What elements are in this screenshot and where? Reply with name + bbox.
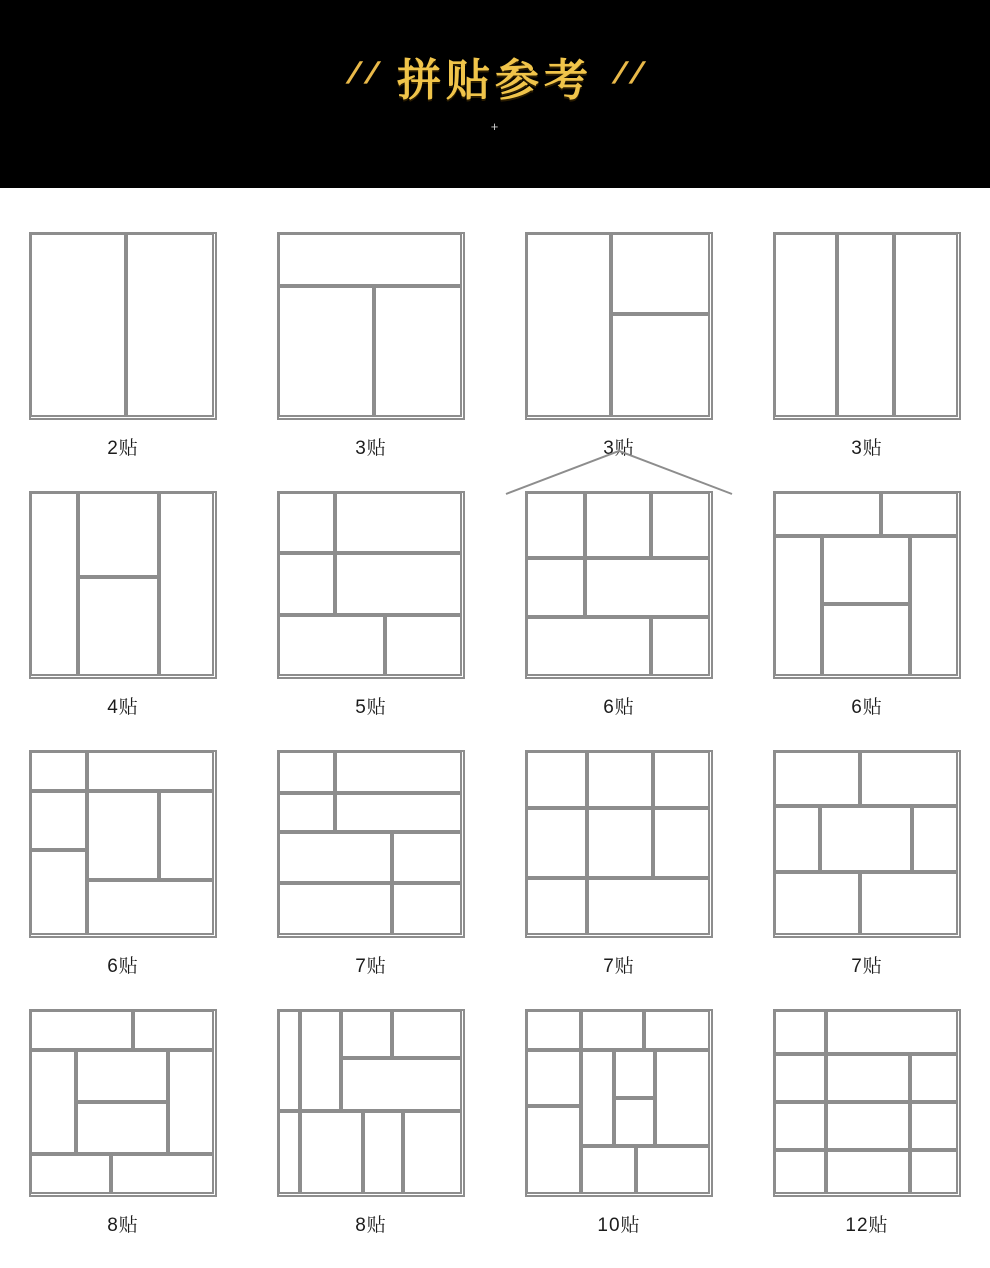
pattern-tile xyxy=(335,492,462,553)
pattern-card xyxy=(247,750,495,978)
pattern-tile xyxy=(636,1146,710,1194)
pattern-tile xyxy=(30,791,87,850)
pattern-tile xyxy=(87,791,159,879)
pattern-caption: 4贴 xyxy=(107,697,139,718)
header-subtitle: + xyxy=(490,119,500,134)
roof-icon xyxy=(504,448,734,494)
pattern-tile xyxy=(392,883,462,935)
pattern-frame xyxy=(773,232,961,420)
pattern-tile xyxy=(403,1111,462,1194)
pattern-frame xyxy=(525,491,713,679)
pattern-tile xyxy=(651,492,710,558)
pattern-tile xyxy=(278,751,335,793)
pattern-frame xyxy=(29,1009,217,1197)
pattern-tile xyxy=(581,1146,636,1194)
pattern-caption: 12贴 xyxy=(845,1215,889,1236)
pattern-frame xyxy=(525,232,713,420)
pattern-tile xyxy=(653,808,710,878)
pattern-tile xyxy=(278,1111,300,1194)
pattern-caption: 6贴 xyxy=(107,956,139,977)
pattern-tile xyxy=(910,536,958,676)
pattern-outline xyxy=(29,750,217,938)
pattern-card xyxy=(0,750,247,978)
pattern-tile xyxy=(585,558,710,617)
pattern-tile xyxy=(822,536,910,604)
pattern-tile xyxy=(587,808,653,878)
pattern-tile xyxy=(774,1054,826,1102)
pattern-tile xyxy=(655,1050,710,1146)
pattern-tile xyxy=(341,1058,462,1111)
pattern-card xyxy=(247,1009,495,1237)
pattern-tile xyxy=(30,1154,111,1194)
pattern-tile xyxy=(826,1102,911,1150)
pattern-tile xyxy=(76,1102,168,1154)
pattern-tile xyxy=(78,492,159,577)
page-header xyxy=(0,0,990,188)
pattern-tile xyxy=(614,1050,654,1098)
pattern-tile xyxy=(910,1054,958,1102)
pattern-tile xyxy=(300,1111,363,1194)
page-title: 拼贴参考 xyxy=(397,56,593,105)
pattern-tile xyxy=(78,577,159,676)
pattern-outline xyxy=(773,750,961,938)
pattern-tile xyxy=(392,1010,462,1058)
pattern-tile xyxy=(278,883,392,935)
pattern-tile xyxy=(774,751,860,806)
pattern-caption: 3贴 xyxy=(603,438,635,459)
pattern-card xyxy=(0,1009,247,1237)
pattern-tile xyxy=(774,806,820,872)
pattern-tile xyxy=(526,617,651,676)
pattern-caption: 2贴 xyxy=(107,438,139,459)
pattern-outline xyxy=(277,232,465,420)
pattern-outline xyxy=(773,491,961,679)
pattern-tile xyxy=(30,233,126,417)
pattern-caption: 10贴 xyxy=(597,1215,641,1236)
pattern-tile xyxy=(820,806,912,872)
pattern-frame xyxy=(773,750,961,938)
pattern-outline xyxy=(525,491,713,679)
pattern-tile xyxy=(826,1054,911,1102)
pattern-outline xyxy=(29,491,217,679)
pattern-tile xyxy=(385,615,462,676)
pattern-outline xyxy=(29,232,217,420)
pattern-tile xyxy=(278,286,374,417)
pattern-tile xyxy=(126,233,214,417)
pattern-tile xyxy=(111,1154,214,1194)
pattern-caption: 8贴 xyxy=(355,1215,387,1236)
pattern-tile xyxy=(335,751,462,793)
pattern-card xyxy=(495,491,743,719)
pattern-caption: 7贴 xyxy=(603,956,635,977)
pattern-tile xyxy=(278,1010,300,1111)
pattern-tile xyxy=(774,872,860,935)
pattern-tile xyxy=(910,1102,958,1150)
pattern-tile xyxy=(526,492,585,558)
pattern-grid xyxy=(0,232,990,1237)
pattern-caption: 3贴 xyxy=(355,438,387,459)
pattern-tile xyxy=(774,1102,826,1150)
pattern-tile xyxy=(278,233,462,286)
pattern-card xyxy=(0,232,247,460)
pattern-frame xyxy=(773,1009,961,1197)
pattern-tile xyxy=(581,1010,644,1050)
pattern-tile xyxy=(910,1150,958,1194)
pattern-tile xyxy=(611,314,710,417)
pattern-tile xyxy=(860,751,958,806)
pattern-card xyxy=(247,232,495,460)
pattern-tile xyxy=(87,880,214,935)
pattern-tile xyxy=(774,492,881,536)
pattern-tile xyxy=(651,617,710,676)
pattern-tile xyxy=(585,492,651,558)
pattern-caption: 5贴 xyxy=(355,697,387,718)
pattern-card xyxy=(247,491,495,719)
pattern-tile xyxy=(822,604,910,676)
pattern-tile xyxy=(159,492,214,676)
pattern-tile xyxy=(30,751,87,791)
pattern-sheet xyxy=(0,188,990,1237)
pattern-tile xyxy=(860,872,958,935)
pattern-tile xyxy=(774,1150,826,1194)
pattern-tile xyxy=(526,878,587,935)
pattern-caption: 3贴 xyxy=(851,438,883,459)
slash-left-2: / xyxy=(362,57,380,90)
pattern-tile xyxy=(774,536,822,676)
pattern-tile xyxy=(168,1050,214,1153)
pattern-outline xyxy=(773,1009,961,1197)
pattern-tile xyxy=(826,1150,911,1194)
pattern-tile xyxy=(278,832,392,884)
slash-left-1: / xyxy=(345,57,362,90)
pattern-outline xyxy=(277,1009,465,1197)
pattern-caption: 8贴 xyxy=(107,1215,139,1236)
pattern-card xyxy=(743,232,990,460)
pattern-tile xyxy=(392,832,462,884)
pattern-frame xyxy=(277,1009,465,1197)
pattern-card xyxy=(495,1009,743,1237)
pattern-tile xyxy=(611,233,710,314)
pattern-frame xyxy=(277,491,465,679)
pattern-tile xyxy=(587,878,710,935)
pattern-frame xyxy=(277,232,465,420)
pattern-tile xyxy=(30,492,78,676)
pattern-caption: 6贴 xyxy=(603,697,635,718)
pattern-tile xyxy=(159,791,214,879)
pattern-tile xyxy=(826,1010,958,1054)
pattern-frame xyxy=(29,491,217,679)
pattern-outline xyxy=(277,750,465,938)
pattern-tile xyxy=(363,1111,403,1194)
pattern-outline xyxy=(773,232,961,420)
pattern-frame xyxy=(525,750,713,938)
pattern-frame xyxy=(773,491,961,679)
pattern-tile xyxy=(644,1010,710,1050)
pattern-card xyxy=(743,750,990,978)
pattern-frame xyxy=(277,750,465,938)
pattern-tile xyxy=(894,233,958,417)
pattern-tile xyxy=(653,751,710,808)
pattern-tile xyxy=(526,558,585,617)
pattern-tile xyxy=(341,1010,393,1058)
pattern-tile xyxy=(133,1010,214,1050)
pattern-card xyxy=(743,491,990,719)
pattern-outline xyxy=(525,1009,713,1197)
pattern-outline xyxy=(525,232,713,420)
pattern-tile xyxy=(587,751,653,808)
pattern-tile xyxy=(374,286,462,417)
pattern-card xyxy=(0,491,247,719)
pattern-tile xyxy=(526,1010,581,1050)
pattern-tile xyxy=(912,806,958,872)
slash-right-2: / xyxy=(628,57,645,90)
pattern-tile xyxy=(30,1050,76,1153)
pattern-tile xyxy=(278,793,335,832)
slash-decoration-right xyxy=(611,57,645,90)
pattern-tile xyxy=(526,1106,581,1194)
pattern-tile xyxy=(335,793,462,832)
pattern-tile xyxy=(30,1010,133,1050)
pattern-outline xyxy=(525,750,713,938)
pattern-tile xyxy=(774,1010,826,1054)
slash-decoration-left xyxy=(345,57,380,90)
pattern-tile xyxy=(526,233,611,417)
pattern-caption: 7贴 xyxy=(355,956,387,977)
pattern-card xyxy=(743,1009,990,1237)
pattern-tile xyxy=(581,1050,614,1146)
pattern-caption: 6贴 xyxy=(851,697,883,718)
slash-right-1: / xyxy=(611,57,628,90)
pattern-card xyxy=(495,232,743,460)
pattern-tile xyxy=(614,1098,654,1146)
pattern-outline xyxy=(277,491,465,679)
pattern-frame xyxy=(29,750,217,938)
pattern-tile xyxy=(278,615,385,676)
pattern-tile xyxy=(881,492,958,536)
pattern-tile xyxy=(87,751,214,791)
pattern-tile xyxy=(278,492,335,553)
pattern-card xyxy=(495,750,743,978)
pattern-tile xyxy=(526,1050,581,1105)
pattern-tile xyxy=(300,1010,340,1111)
pattern-tile xyxy=(335,553,462,616)
pattern-outline xyxy=(29,1009,217,1197)
pattern-tile xyxy=(278,553,335,616)
pattern-frame xyxy=(29,232,217,420)
pattern-tile xyxy=(837,233,894,417)
pattern-tile xyxy=(76,1050,168,1102)
pattern-tile xyxy=(30,850,87,935)
pattern-tile xyxy=(774,233,837,417)
header-title-row xyxy=(0,44,990,108)
pattern-frame xyxy=(525,1009,713,1197)
pattern-caption: 7贴 xyxy=(851,956,883,977)
pattern-tile xyxy=(526,751,587,808)
pattern-tile xyxy=(526,808,587,878)
